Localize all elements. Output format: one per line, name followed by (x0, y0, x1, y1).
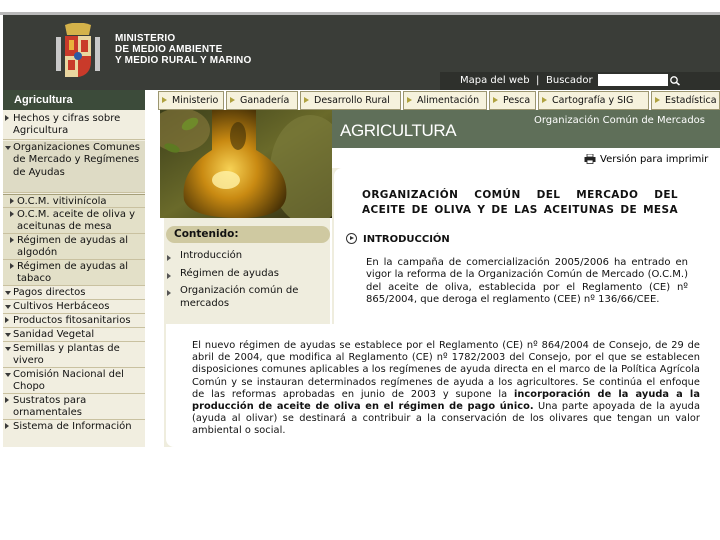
sidebar-subitem-ocm-vitivinicola[interactable] (3, 194, 145, 208)
intro-paragraph: En la campaña de comercialización 2005/2006 ha entrado en vigor la reforma de la Organización Común de Mercado (O.C.M.) del aceite de oliva, establecida por el Reglamento (CE) nº 865/2004, que deroga el reglamento (CEE) nº 136/66/CEE. (366, 257, 688, 306)
banner-title: AGRICULTURA (340, 121, 457, 140)
body-text-end: Una parte apoyada de la ayuda (ayuda al olivar) se destinará a contribuir a la conservación de los olivares que tengan un valor ambiental o social. (192, 401, 700, 437)
tab-marker-icon (542, 97, 547, 103)
sidebar-item-label: Hechos y cifras sobre Agricultura (13, 113, 121, 137)
tab-marker-icon (407, 97, 412, 103)
sidebar-item-label: Pagos directos (13, 287, 86, 298)
sidebar-item-label: O.C.M. aceite de oliva y aceitunas de mesa (17, 209, 136, 233)
sidebar-item-label: Cultivos Herbáceos (13, 301, 110, 312)
sidebar-item-semillas-plantas[interactable] (3, 342, 145, 368)
tab-label: Estadística (665, 95, 717, 106)
ministry-name (115, 33, 251, 66)
contents-title: Contenido: (166, 226, 330, 243)
arrow-down-icon (5, 291, 11, 295)
ministry-line-1: MINISTERIO (115, 33, 176, 44)
article-panel (332, 168, 720, 324)
sidebar-item-label: Sistema de Información (13, 421, 132, 432)
olive-oil-illustration (160, 110, 332, 218)
toc-link-regimen-ayudas[interactable] (180, 268, 320, 281)
tab-label: Pesca (503, 95, 531, 106)
tab-label: Desarrollo Rural (314, 95, 390, 106)
play-circle-icon (346, 233, 357, 244)
sidebar-item-label: Sustratos para ornamentales (13, 395, 87, 419)
intro-heading (346, 233, 450, 246)
body-paragraph (192, 340, 700, 438)
search-icon[interactable] (668, 72, 682, 90)
article-title: ORGANIZACIÓN COMÚN DEL MERCADO DEL ACEITE DE OLIVA Y DE LAS ACEITUNAS DE MESA (362, 189, 678, 216)
tab-marker-icon (304, 97, 309, 103)
arrow-right-icon (10, 211, 14, 217)
arrow-right-icon (5, 115, 9, 121)
tab-estadistica[interactable] (651, 91, 720, 110)
ministry-line-2: DE MEDIO AMBIENTE (115, 44, 223, 55)
sidebar-item-label: Sanidad Vegetal (13, 329, 95, 340)
sidebar-item-productos-fitosanitarios[interactable] (3, 314, 145, 328)
sidebar-item-label: Régimen de ayudas al tabaco (17, 261, 129, 285)
body-content (166, 324, 720, 447)
arrow-down-icon (5, 347, 11, 351)
contents-box (164, 218, 330, 324)
toc-link-introduccion[interactable] (180, 250, 320, 263)
tab-desarrollo-rural[interactable] (300, 91, 401, 110)
tab-label: Cartografía y SIG (552, 95, 634, 106)
sidebar-item-label: Régimen de ayudas al algodón (17, 235, 129, 259)
search-input[interactable] (598, 74, 668, 86)
tab-label: Ministerio (172, 95, 219, 106)
body-text-start: El nuevo régimen de ayudas se establece por el Reglamento (CE) nº 864/2004 de Consejo, de 29 de abril de 2004, que modifica al Reglamento (CE) nº 1782/2003 del Consejo, por el que se establecen disposiciones comunes aplicables a los regímenes de ayuda directa en el marco de la Política Agrícola Común y se instauran determinados regímenes de ayuda a los agricultores. Se continúa el enfoque de las reformas aprobadas en junio de 2003 y supone la (192, 340, 700, 400)
arrow-down-icon (5, 305, 11, 309)
sidebar-item-sustratos[interactable] (3, 394, 145, 420)
sidebar-item-sanidad-vegetal[interactable] (3, 328, 145, 342)
sidebar-item-organizaciones-comunes[interactable] (3, 141, 145, 193)
utility-bar (440, 72, 720, 90)
toc-link-label: Régimen de ayudas (180, 268, 279, 279)
tab-marker-icon (230, 97, 235, 103)
body-text-bold: incorporación de la ayuda a la producción de aceite de oliva en el régimen de pago único. (192, 388, 700, 413)
arrow-right-icon (10, 237, 14, 243)
arrow-right-icon (10, 263, 14, 269)
sidebar-item-pagos-directos[interactable] (3, 286, 145, 300)
toc-link-label: Introducción (180, 250, 243, 261)
tab-label: Ganadería (240, 95, 290, 106)
sidebar-item-label: O.C.M. vitivinícola (17, 196, 107, 207)
bullet-icon (167, 273, 171, 279)
toc-link-label: Organización común de mercados (180, 285, 299, 309)
sidebar-item-sistema-informacion[interactable] (3, 420, 145, 447)
tab-marker-icon (162, 97, 167, 103)
print-version-link[interactable] (584, 153, 708, 166)
arrow-right-icon (5, 423, 9, 429)
arrow-right-icon (5, 317, 9, 323)
tab-marker-icon (493, 97, 498, 103)
sidebar-item-label: Comisión Nacional del Chopo (13, 369, 124, 393)
tab-ministerio[interactable] (158, 91, 224, 110)
sidebar-item-comision-chopo[interactable] (3, 368, 145, 394)
sidebar-item-cultivos-herbaceos[interactable] (3, 300, 145, 314)
tab-marker-icon (655, 97, 660, 103)
bullet-icon (167, 255, 171, 261)
sidebar-item-label: Productos fitosanitarios (13, 315, 131, 326)
intro-heading-text: INTRODUCCIÓN (363, 234, 450, 245)
bullet-icon (167, 290, 171, 296)
sitemap-link[interactable]: Mapa del web (460, 75, 530, 86)
search-label: Buscador (546, 75, 593, 86)
body-panel (164, 324, 720, 447)
ministry-line-3: Y MEDIO RURAL Y MARINO (115, 55, 252, 66)
article-content (334, 168, 720, 324)
arrow-down-icon (5, 146, 11, 150)
sidebar-subitem-tabaco[interactable] (3, 260, 145, 286)
arrow-down-icon (5, 373, 11, 377)
section-banner (332, 110, 720, 148)
olive-oil-photo (160, 110, 332, 218)
tab-alimentacion[interactable] (403, 91, 487, 110)
tab-pesca[interactable] (489, 91, 536, 110)
arrow-right-icon (5, 397, 9, 403)
sidebar-subitem-ocm-aceite[interactable] (3, 208, 145, 234)
arrow-down-icon (5, 333, 11, 337)
sidebar (3, 90, 145, 447)
tab-cartografia[interactable] (538, 91, 649, 110)
utility-separator: | (536, 75, 540, 86)
toc-link-ocm[interactable] (180, 285, 308, 310)
tab-ganaderia[interactable] (226, 91, 298, 110)
sidebar-item-hechos-cifras[interactable] (3, 112, 145, 140)
print-label: Versión para imprimir (600, 154, 709, 165)
printer-icon (584, 154, 596, 164)
sidebar-subitem-algodon[interactable] (3, 234, 145, 260)
tab-label: Alimentación (417, 95, 480, 106)
coat-of-arms-icon (55, 23, 101, 79)
banner-subtitle: Organización Común de Mercados (533, 115, 705, 126)
sidebar-item-label: Organizaciones Comunes de Mercado y Regímenes de Ayudas (13, 142, 140, 178)
sidebar-title: Agricultura (3, 90, 145, 110)
arrow-right-icon (10, 198, 14, 204)
sidebar-item-label: Semillas y plantas de vivero (13, 343, 120, 367)
main-tabs (158, 91, 720, 110)
